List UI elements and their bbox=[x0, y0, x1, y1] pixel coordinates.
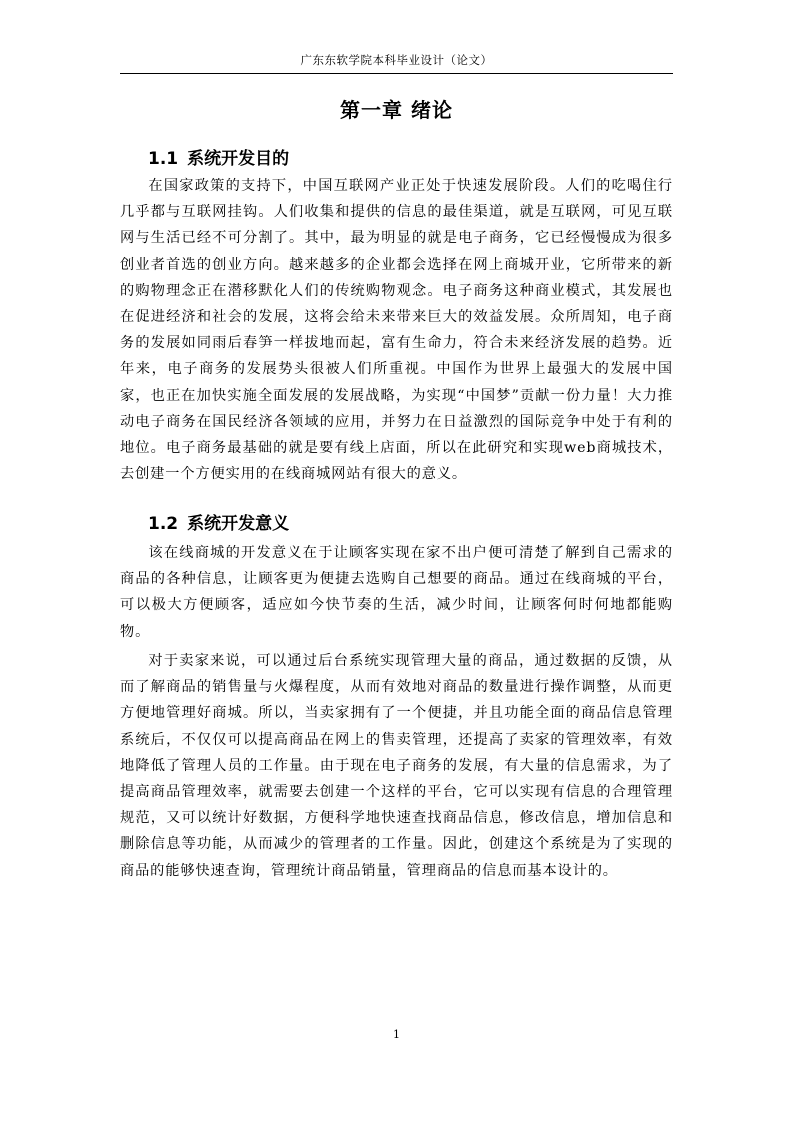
paragraph-significance-customers: 该在线商城的开发意义在于让顾客实现在家不出户便可清楚了解到自己需求的商品的各种信息，让顾客更为便捷去选购自己想要的商品。通过在线商城的平台，可以极大方便顾客，适应如今快节奏的生活，减少时间，让顾客何时何地都能购物。 bbox=[120, 545, 673, 640]
section-title: 系统开发目的 bbox=[187, 149, 290, 169]
paragraph-significance-sellers: 对于卖家来说，可以通过后台系统实现管理大量的商品，通过数据的反馈，从而了解商品的销售量与火爆程度，从而有效地对商品的数量进行操作调整，从而更方便地管理好商城。所以，当卖家拥有了一个便捷，并且功能全面的商品信息管理系统后，不仅仅可以提高商品在网上的售卖管理，还提高了卖家的管理效率，有效地降低了管理人员的工作量。由于现在电子商务的发展，有大量的信息需求，为了提高商品管理效率，就需要去创建一个这样的平台，它可以实现有信息的合理管理规范，又可以统计好数据，方便科学地快速查找商品信息，修改信息，增加信息和删除信息等功能，从而减少的管理者的工作量。因此，创建这个系统是为了实现的商品的能够快速查询，管理统计商品销量，管理商品的信息而基本设计的。 bbox=[120, 653, 673, 879]
section-number: 1.2 bbox=[148, 514, 179, 534]
section-heading-1-2 bbox=[148, 512, 289, 536]
page-number: 1 bbox=[393, 1028, 400, 1041]
section-title: 系统开发意义 bbox=[187, 514, 290, 534]
section-number: 1.1 bbox=[148, 149, 179, 169]
running-header: 广东东软学院本科毕业设计（论文） bbox=[300, 53, 493, 67]
chapter-title: 第一章 绪论 bbox=[340, 98, 453, 122]
section-heading-1-1 bbox=[148, 147, 289, 171]
header-rule bbox=[120, 73, 673, 74]
paragraph-development-purpose: 在国家政策的支持下，中国互联网产业正处于快速发展阶段。人们的吃喝住行几乎都与互联网挂钩。人们收集和提供的信息的最佳渠道，就是互联网，可见互联网与生活已经不可分割了。其中，最为明显的就是电子商务，它已经慢慢成为很多创业者首选的创业方向。越来越多的企业都会选择在网上商城开业，它所带来的新的购物理念正在潜移默化人们的传统购物观念。电子商务这种商业模式，其发展也在促进经济和社会的发展，这将会给未来带来巨大的效益发展。众所周知，电子商务的发展如同雨后春笋一样拔地而起，富有生命力，符合未来经济发展的趋势。近年来，电子商务的发展势头很被人们所重视。中国作为世界上最强大的发展中国家，也正在加快实施全面发展的发展战略，为实现“中国梦”贡献一份力量！大力推动电子商务在国民经济各领域的应用，并努力在日益激烈的国际竞争中处于有利的地位。电子商务最基础的就是要有线上店面，所以在此研究和实现web商城技术，去创建一个方便实用的在线商城网站有很大的意义。 bbox=[120, 178, 673, 483]
